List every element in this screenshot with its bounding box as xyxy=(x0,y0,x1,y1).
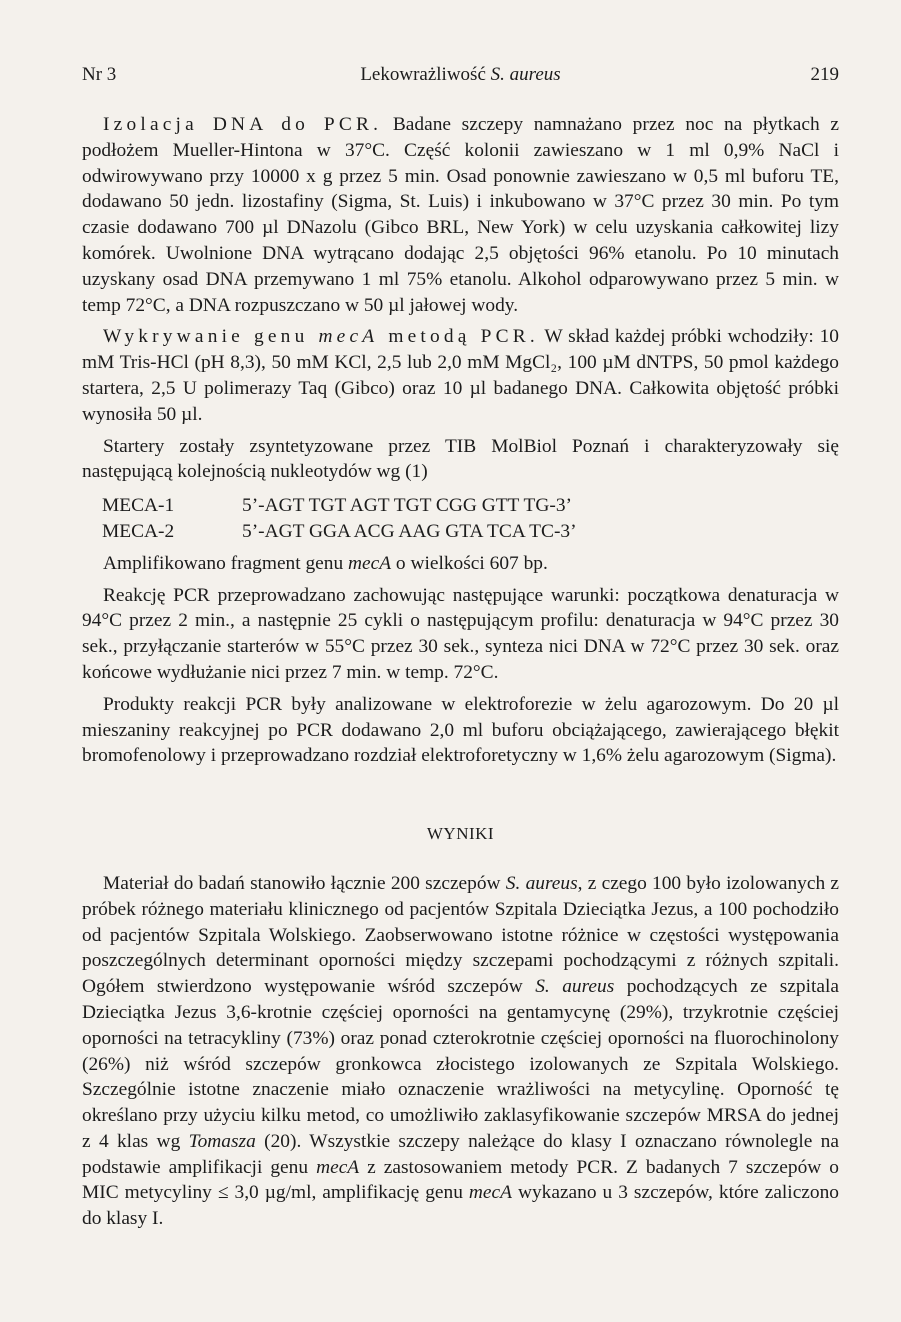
running-title: Lekowrażliwość S. aureus xyxy=(360,64,561,85)
paragraph-pcr-conditions: Reakcję PCR przeprowadzano zachowując następujące warunki: początkowa denaturacja w 94°C przez 2 min., a następnie 25 cykli o następującym profilu: denaturacja w 94°C przez 30 sek., przyłączanie starterów w 55°C przez 30 sek., synteza nici DNA w 72°C przez 30 sek. oraz końcowe wydłużanie nici przez 7 min. w temp. 72°C. xyxy=(82,584,839,683)
paragraph-primers: Startery zostały zsyntetyzowane przez TIB MolBiol Poznań i charakteryzowały się następującą kolejnością nukleotydów wg (1) xyxy=(82,435,839,483)
paragraph-dna-isolation: Izolacja DNA do PCR. Badane szczepy namnażano przez noc na płytkach z podłożem Mueller-Hintona w 37°C. Część kolonii zawieszano w 1 ml 0,9% NaCl i odwirowywano przy 10000 x g przez 5 min. Osad ponownie zawieszano w 0,5 ml buforu TE, dodawano 50 jedn. lizostafiny (Sigma, St. Luis) i inkubowano w 37°C przez 30 min. Po tym czasie dodawano 700 µl DNazolu (Gibco BRL, New York) w celu uzyskania całkowitej lizy komórek. Uwolnione DNA wytrącano dodając 2,5 objętości 96% etanolu. Po 10 minutach uzyskany osad DNA przemywano 1 ml 75% etanolu. Alkohol odparowywano przez 5 min. w temp 72°C, a DNA rozpuszczano w 50 µl jałowej wody. xyxy=(82,114,839,316)
primer-sequence: 5’-AGT TGT AGT TGT CGG GTT TG-3’ xyxy=(242,495,572,517)
paragraph-electrophoresis: Produkty reakcji PCR były analizowane w elektroforezie w żelu agarozowym. Do 20 µl mieszaniny reakcyjnej po PCR dodawano 2,0 ml buforu obciążającego, zawierającego błękit bromofenolowy i przeprowadzano rozdział elektroforetyczny w 1,6% żelu agarozowym (Sigma). xyxy=(82,693,839,767)
subsection-heading: Izolacja DNA do PCR. xyxy=(103,114,383,135)
journal-issue: Nr 3 xyxy=(82,64,117,85)
page-number: 219 xyxy=(810,64,839,85)
paragraph-amplification: Amplifikowano fragment genu mecA o wielkości 607 bp. xyxy=(103,552,548,574)
section-title-results: WYNIKI xyxy=(426,824,495,844)
primer-name: MECA-2 xyxy=(102,520,175,542)
primer-name: MECA-1 xyxy=(102,495,175,517)
article-body xyxy=(82,112,839,1232)
paragraph-results: Materiał do badań stanowiło łącznie 200 szczepów S. aureus, z czego 100 było izolowanych z próbek różnego materiału klinicznego od pacjentów Szpitala Dzieciątka Jezus, a 100 pochodziło od pacjentów Szpitala Wolskiego. Zaobserwowano istotne różnice w częstości występowania poszczególnych determinant oporności między szczepami pochodzącymi z różnych szpitali. Ogółem stwierdzono występowanie wśród szczepów S. aureus pochodzących ze szpitala Dzieciątka Jezus 3,6-krotnie częściej oporności na gentamycynę (29%), trzykrotnie częściej oporności na tetracykliny (73%) oraz ponad czterokrotnie częściej oporności na fluorochinolony (26%) niż wśród szczepów gronkowca złocistego izolowanych ze Szpitala Wolskiego. Szczególnie istotne znaczenie miało oznaczenie wrażliwości na metycylinę. Oporność tę określano przy użyciu kilku metod, co umożliwiło zaklasyfikowanie szczepów MRSA do jednej z 4 klas wg Tomasza (20). Wszystkie szczepy należące do klasy I oznaczano równolegle na podstawie amplifikacji genu mecA z zastosowaniem metody PCR. Z badanych 7 szczepów o MIC metycyliny ≤ 3,0 µg/ml, amplifikację genu mecA wykazano u 3 szczepów, które zaliczono do klasy I. xyxy=(82,872,839,1230)
primer-row xyxy=(102,493,839,519)
primer-list xyxy=(102,493,839,545)
primer-sequence: 5’-AGT GGA ACG AAG GTA TCA TC-3’ xyxy=(242,520,577,542)
paragraph-meca-detection: Wykrywanie genu mecA metodą PCR. W skład każdej próbki wchodziły: 10 mM Tris-HCl (pH 8,3), 50 mM KCl, 2,5 lub 2,0 mM MgCl₂, 100 µM dNTPS, 50 pmol każdego startera, 2,5 U polimerazy Taq (Gibco) oraz 10 µl badanego DNA. Całkowita objętość próbki wynosiła 50 µl. xyxy=(82,326,839,425)
running-header xyxy=(82,64,839,90)
primer-row xyxy=(102,519,839,545)
subsection-heading: Wykrywanie genu mecA metodą PCR. xyxy=(103,326,539,348)
